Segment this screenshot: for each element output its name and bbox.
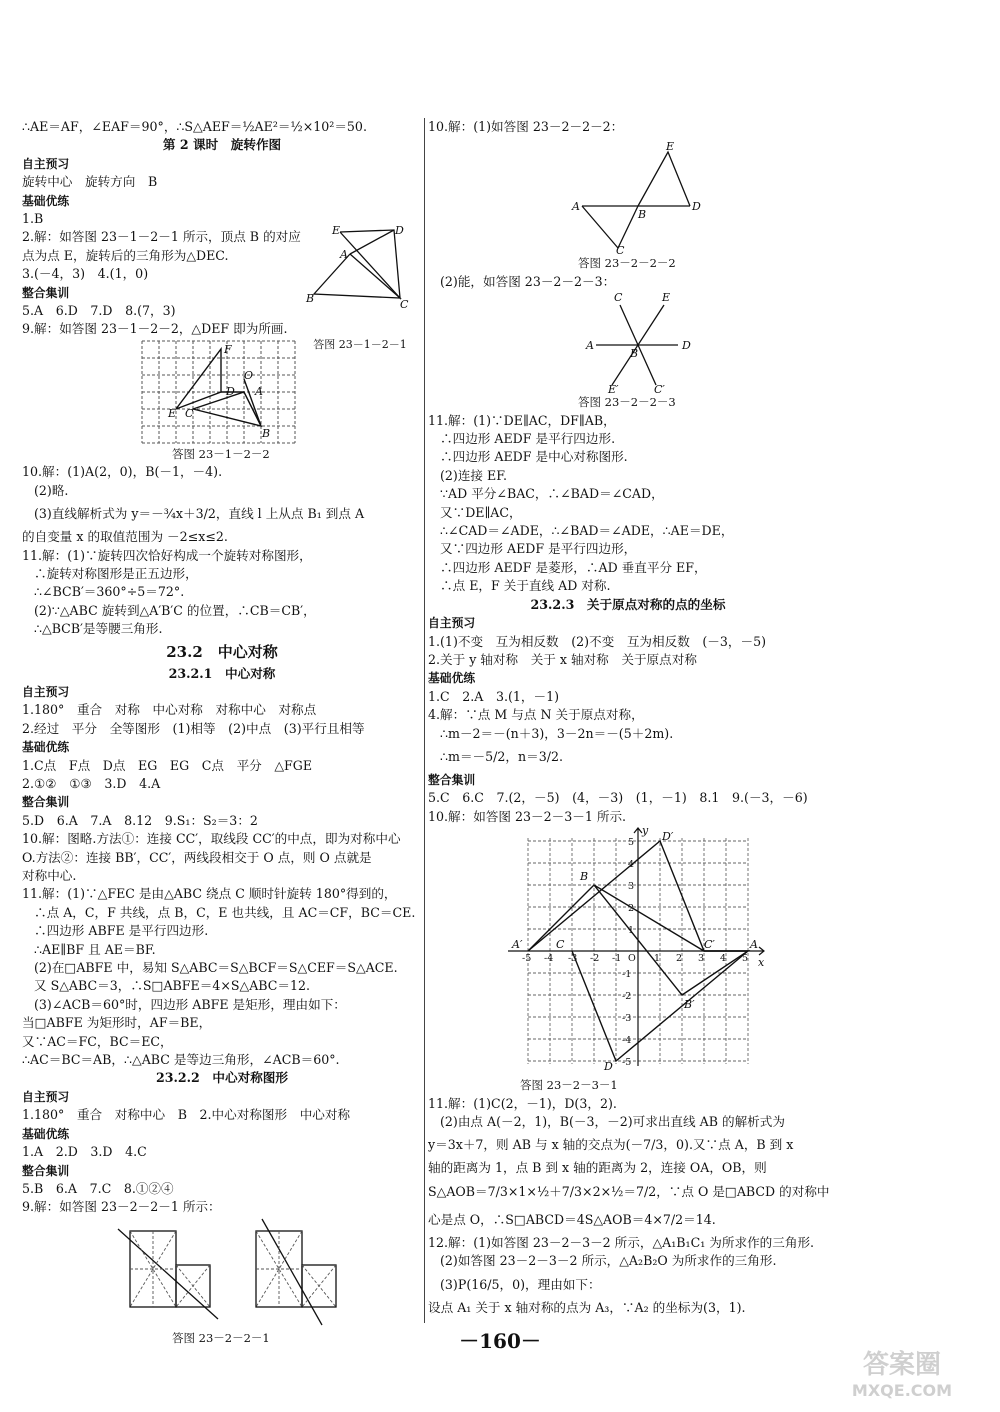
text-line: 1.C点 F点 D点 EG EG C点 平分 △FGE	[22, 757, 313, 773]
svg-text:C: C	[400, 298, 409, 311]
svg-text:C′: C′	[704, 938, 715, 952]
text-line: ∴∠CAD＝∠ADE，∴∠BAD＝∠ADE，∴AE＝DE，	[440, 523, 734, 539]
section-heading: 整合集训	[22, 795, 70, 810]
section-heading: 整合集训	[22, 1163, 70, 1178]
svg-text:-4: -4	[622, 1035, 632, 1047]
text-line: ∴AE∥BF 且 AE＝BF.	[34, 941, 156, 957]
svg-text:D′: D′	[662, 830, 674, 844]
text-line: (3)直线解析式为 y＝－¾x＋3/2，直线 l 上从点 B₁ 到点 A	[34, 506, 365, 522]
text-line: (2)略.	[34, 482, 69, 498]
svg-text:1: 1	[654, 953, 661, 965]
figure-caption: 答图 23－1－2－1	[313, 338, 407, 351]
svg-text:C: C	[185, 406, 194, 420]
text-line: 2.关于 y 轴对称 关于 x 轴对称 关于原点对称	[428, 651, 697, 667]
figure-coordinate-grid	[428, 826, 828, 1076]
text-line: 4.解：∵点 M 与点 N 关于原点对称，	[428, 707, 644, 723]
watermark-url: MXQE.COM	[851, 1381, 953, 1400]
text-line: ∴△BCB′是等腰三角形.	[34, 621, 163, 637]
text-line: 又∵DE∥AC，	[440, 504, 522, 520]
text-line: 11.解：(1)C(2，－1)，D(3，2).	[428, 1095, 617, 1111]
figure-caption: 答图 23－2－3－1	[520, 1078, 618, 1093]
text-line: 1.C 2.A 3.(1，－1)	[428, 688, 560, 704]
text-line: (3)∠ACB＝60°时，四边形 ABFE 是矩形，理由如下：	[34, 996, 346, 1012]
svg-text:2: 2	[628, 903, 635, 915]
figure-caption: 答图 23－2－2－2	[578, 256, 676, 271]
text-line: (3)P(16/5，0)，理由如下：	[440, 1276, 601, 1292]
svg-text:5: 5	[742, 953, 749, 965]
page-number: －160－	[459, 1329, 541, 1353]
svg-text:A: A	[586, 339, 594, 353]
svg-text:B: B	[638, 208, 647, 222]
text-line: O.方法②：连接 BB′，CC′，两线段相交于 O 点，则 O 点就是	[22, 849, 372, 865]
svg-text:-2: -2	[590, 953, 600, 965]
text-line: 1.180° 重合 对称 中心对称 对称中心 对称点	[22, 702, 317, 718]
text-line: (2)如答图 23－2－3－2 所示，△A₂B₂O 为所求作的三角形.	[440, 1253, 777, 1269]
text-line: (2)能，如答图 23－2－2－3：	[440, 273, 616, 289]
svg-text:C: C	[556, 938, 565, 952]
figure-caption: 答图 23－2－2－1	[172, 1330, 270, 1345]
text-line: 2.解：如答图 23－1－2－1 所示，顶点 B 的对应	[22, 229, 301, 245]
figure-caption: 答图 23－1－2－2	[172, 446, 270, 461]
svg-text:D: D	[226, 384, 235, 398]
svg-text:D: D	[395, 224, 404, 237]
svg-text:B: B	[580, 870, 589, 884]
text-line: ∴四边形 AEDF 是中心对称图形.	[440, 449, 628, 465]
section-heading: 整合集训	[428, 772, 476, 787]
text-line: 10.解：图略.方法①：连接 CC′，取线段 CC′的中点，即为对称中心	[22, 831, 401, 847]
svg-text:E: E	[168, 406, 177, 420]
figure-rotation-triangle	[300, 222, 420, 352]
text-line: (2)连接 EF.	[440, 467, 508, 483]
svg-text:y: y	[642, 826, 649, 838]
right-column	[428, 118, 828, 1317]
svg-text:C: C	[616, 244, 625, 255]
text-line: 旋转中心 旋转方向 B	[22, 174, 158, 190]
text-line: (2)由点 A(－2，1)，B(－3，－2)可求出直线 AB 的解析式为	[440, 1113, 785, 1129]
text-line: 5.D 6.A 7.A 8.12 9.S₁：S₂＝3：2	[22, 812, 258, 828]
text-line: 1.(1)不变 互为相反数 (2)不变 互为相反数 (－3，－5)	[428, 633, 767, 649]
svg-text:5: 5	[628, 837, 635, 849]
text-line: 1.B	[22, 211, 44, 227]
svg-text:A: A	[572, 200, 580, 214]
svg-text:B: B	[262, 426, 271, 440]
section-heading: 自主预习	[22, 156, 70, 171]
text-line: 3.(－4，3) 4.(1，0)	[22, 266, 149, 282]
text-line: 11.解：(1)∵△FEC 是由△ABC 绕点 C 顺时针旋转 180°得到的，	[22, 886, 397, 902]
text-line: S△AOB＝7/3×1×½＋7/3×2×½＝7/2，∵点 O 是□ABCD 的对称中	[428, 1183, 830, 1199]
svg-text:A: A	[255, 384, 263, 398]
section-heading: 自主预习	[22, 684, 70, 699]
text-line: 5.B 6.A 7.C 8.①②④	[22, 1180, 174, 1196]
text-line: ∴点 E，F 关于直线 AD 对称.	[440, 578, 611, 594]
svg-text:B′: B′	[684, 998, 695, 1012]
section-heading: 自主预习	[428, 616, 476, 631]
text-line: 1.A 2.D 3.D 4.C	[22, 1144, 147, 1160]
section-heading: 整合集训	[22, 285, 70, 300]
svg-text:B: B	[306, 292, 315, 305]
svg-text:O: O	[244, 368, 254, 382]
svg-text:E: E	[332, 224, 341, 237]
svg-text:C: C	[614, 291, 623, 305]
svg-text:E: E	[662, 291, 671, 305]
text-line: 当□ABFE 为矩形时，AF＝BE，	[22, 1015, 212, 1031]
text-line: 11.解：(1)∵DE∥AC，DF∥AB，	[428, 412, 616, 428]
figure-central-symmetry-shapes	[22, 1217, 422, 1329]
text-line: 设点 A₁ 关于 x 轴对称的点为 A₃，∵A₂ 的坐标为(3，1).	[428, 1299, 746, 1315]
text-line: (2)∵△ABC 旋转到△A′B′C 的位置，∴CB＝CB′，	[34, 602, 316, 618]
svg-text:O: O	[628, 953, 636, 965]
text-line: 10.解：(1)如答图 23－2－2－2：	[428, 119, 624, 134]
svg-text:-3: -3	[622, 1013, 632, 1025]
figure-two-triangles	[428, 136, 828, 254]
svg-text:-3: -3	[568, 953, 578, 965]
text-line: 心是点 O，∴S□ABCD＝4S△AOB＝4×7/2＝14.	[428, 1211, 716, 1227]
text-line: 10.解：(1)A(2，0)，B(－1，－4).	[22, 464, 223, 480]
watermark-text: 答案圈	[862, 1350, 941, 1380]
svg-text:-2: -2	[622, 991, 632, 1003]
figure-grid-rotation	[22, 339, 422, 445]
text-line: 又 S△ABC＝3，∴S□ABFE＝4×S△ABC＝12.	[34, 978, 311, 994]
text-line: ∴m－2＝－(n＋3)，3－2n＝－(5＋2m).	[440, 725, 674, 741]
svg-text:3: 3	[698, 953, 705, 965]
svg-text:D: D	[682, 339, 691, 353]
text-line: 9.解：如答图 23－1－2－2，△DEF 即为所画.	[22, 321, 288, 337]
svg-text:A′: A′	[512, 938, 523, 952]
svg-text:A: A	[750, 938, 758, 952]
svg-text:-4: -4	[544, 953, 554, 965]
column-divider	[424, 118, 425, 1323]
text-line: 又∵四边形 AEDF 是平行四边形，	[440, 541, 637, 557]
figure-three-lines	[428, 291, 828, 393]
text-line: 又∵AC＝FC，BC＝EC，	[22, 1033, 173, 1049]
text-line: 2.①② ①③ 3.D 4.A	[22, 775, 161, 791]
svg-text:B: B	[630, 347, 639, 361]
text-line: 9.解：如答图 23－2－2－1 所示：	[22, 1199, 221, 1215]
svg-text:-1: -1	[612, 953, 622, 965]
subsection-title: 23.2.3 关于原点对称的点的坐标	[530, 596, 726, 612]
text-line: 10.解：如答图 23－2－3－1 所示.	[428, 808, 627, 824]
subsection-title: 23.2.2 中心对称图形	[156, 1070, 288, 1086]
section-heading: 自主预习	[22, 1089, 70, 1104]
svg-text:4: 4	[720, 953, 727, 965]
text-line: ∵AD 平分∠BAC，∴∠BAD＝∠CAD，	[440, 486, 664, 502]
svg-text:1: 1	[628, 925, 635, 937]
section-heading: 基础优练	[22, 740, 70, 755]
section-title: 23.2 中心对称	[166, 642, 278, 661]
svg-text:2: 2	[676, 953, 683, 965]
figure-caption: 答图 23－2－2－3	[578, 395, 676, 410]
svg-text:D: D	[604, 1060, 613, 1074]
svg-text:F: F	[224, 342, 232, 356]
section-heading: 基础优练	[428, 671, 476, 686]
text-line: ∴AC＝BC＝AB，∴△ABC 是等边三角形，∠ACB＝60°.	[22, 1052, 340, 1068]
text-line: ∴四边形 AEDF 是菱形，∴AD 垂直平分 EF，	[440, 559, 707, 575]
text-line: ∴点 A，C，F 共线，点 B，C，E 也共线，且 AC＝CF，BC＝CE.	[34, 904, 416, 920]
svg-text:4: 4	[628, 859, 635, 871]
text-line: ∴四边形 AEDF 是平行四边形.	[440, 431, 616, 447]
text-line: 2.经过 平分 全等图形 (1)相等 (2)中点 (3)平行且相等	[22, 720, 365, 736]
text-line: ∴AE＝AF，∠EAF＝90°，∴S△AEF＝½AE²＝½×10²＝50.	[22, 119, 367, 134]
text-line: 5.C 6.C 7.(2，－5) (4，－3) (1，－1) 8.1 9.(－3，－6)	[428, 790, 808, 806]
svg-text:C′: C′	[654, 383, 665, 394]
svg-text:A: A	[340, 248, 348, 261]
text-line: 点为点 E，旋转后的三角形为△DEC.	[22, 247, 229, 263]
text-line: y＝3x＋7，则 AB 与 x 轴的交点为(－7/3，0).又∵点 A，B 到 x	[428, 1137, 794, 1153]
watermark-logo	[822, 1350, 982, 1406]
svg-text:-5: -5	[522, 953, 532, 965]
text-line: 12.解：(1)如答图 23－2－3－2 所示，△A₁B₁C₁ 为所求作的三角形.	[428, 1234, 815, 1250]
svg-text:-5: -5	[622, 1057, 632, 1069]
svg-text:-1: -1	[622, 969, 632, 981]
text-line: 11.解：(1)∵旋转四次恰好构成一个旋转对称图形，	[22, 547, 312, 563]
svg-text:x: x	[758, 956, 765, 970]
svg-text:3: 3	[628, 881, 635, 893]
section-heading: 基础优练	[22, 193, 70, 208]
text-line: ∴四边形 ABFE 是平行四边形.	[34, 923, 209, 939]
text-line: ∴∠BCB′＝360°÷5＝72°.	[34, 584, 185, 600]
svg-text:E′: E′	[608, 383, 619, 394]
text-line: 轴的距离为 1，点 B 到 x 轴的距离为 2，连接 OA，OB，则	[428, 1160, 767, 1176]
lesson-title: 第 2 课时 旋转作图	[162, 137, 282, 153]
text-line: 对称中心.	[22, 868, 77, 883]
svg-text:D: D	[692, 200, 701, 214]
text-line: ∴m＝－5/2，n＝3/2.	[440, 748, 563, 764]
text-line: 的自变量 x 的取值范围为 －2≤x≤2.	[22, 529, 228, 545]
text-line: (2)在□ABFE 中，易知 S△ABC＝S△BCF＝S△CEF＝S△ACE.	[34, 960, 398, 976]
section-heading: 基础优练	[22, 1126, 70, 1141]
svg-text:E: E	[666, 140, 675, 154]
text-line: 5.A 6.D 7.D 8.(7，3)	[22, 303, 176, 319]
text-line: ∴旋转对称图形是正五边形，	[34, 565, 198, 581]
subsection-title: 23.2.1 中心对称	[168, 665, 276, 681]
text-line: 1.180° 重合 对称中心 B 2.中心对称图形 中心对称	[22, 1107, 351, 1123]
